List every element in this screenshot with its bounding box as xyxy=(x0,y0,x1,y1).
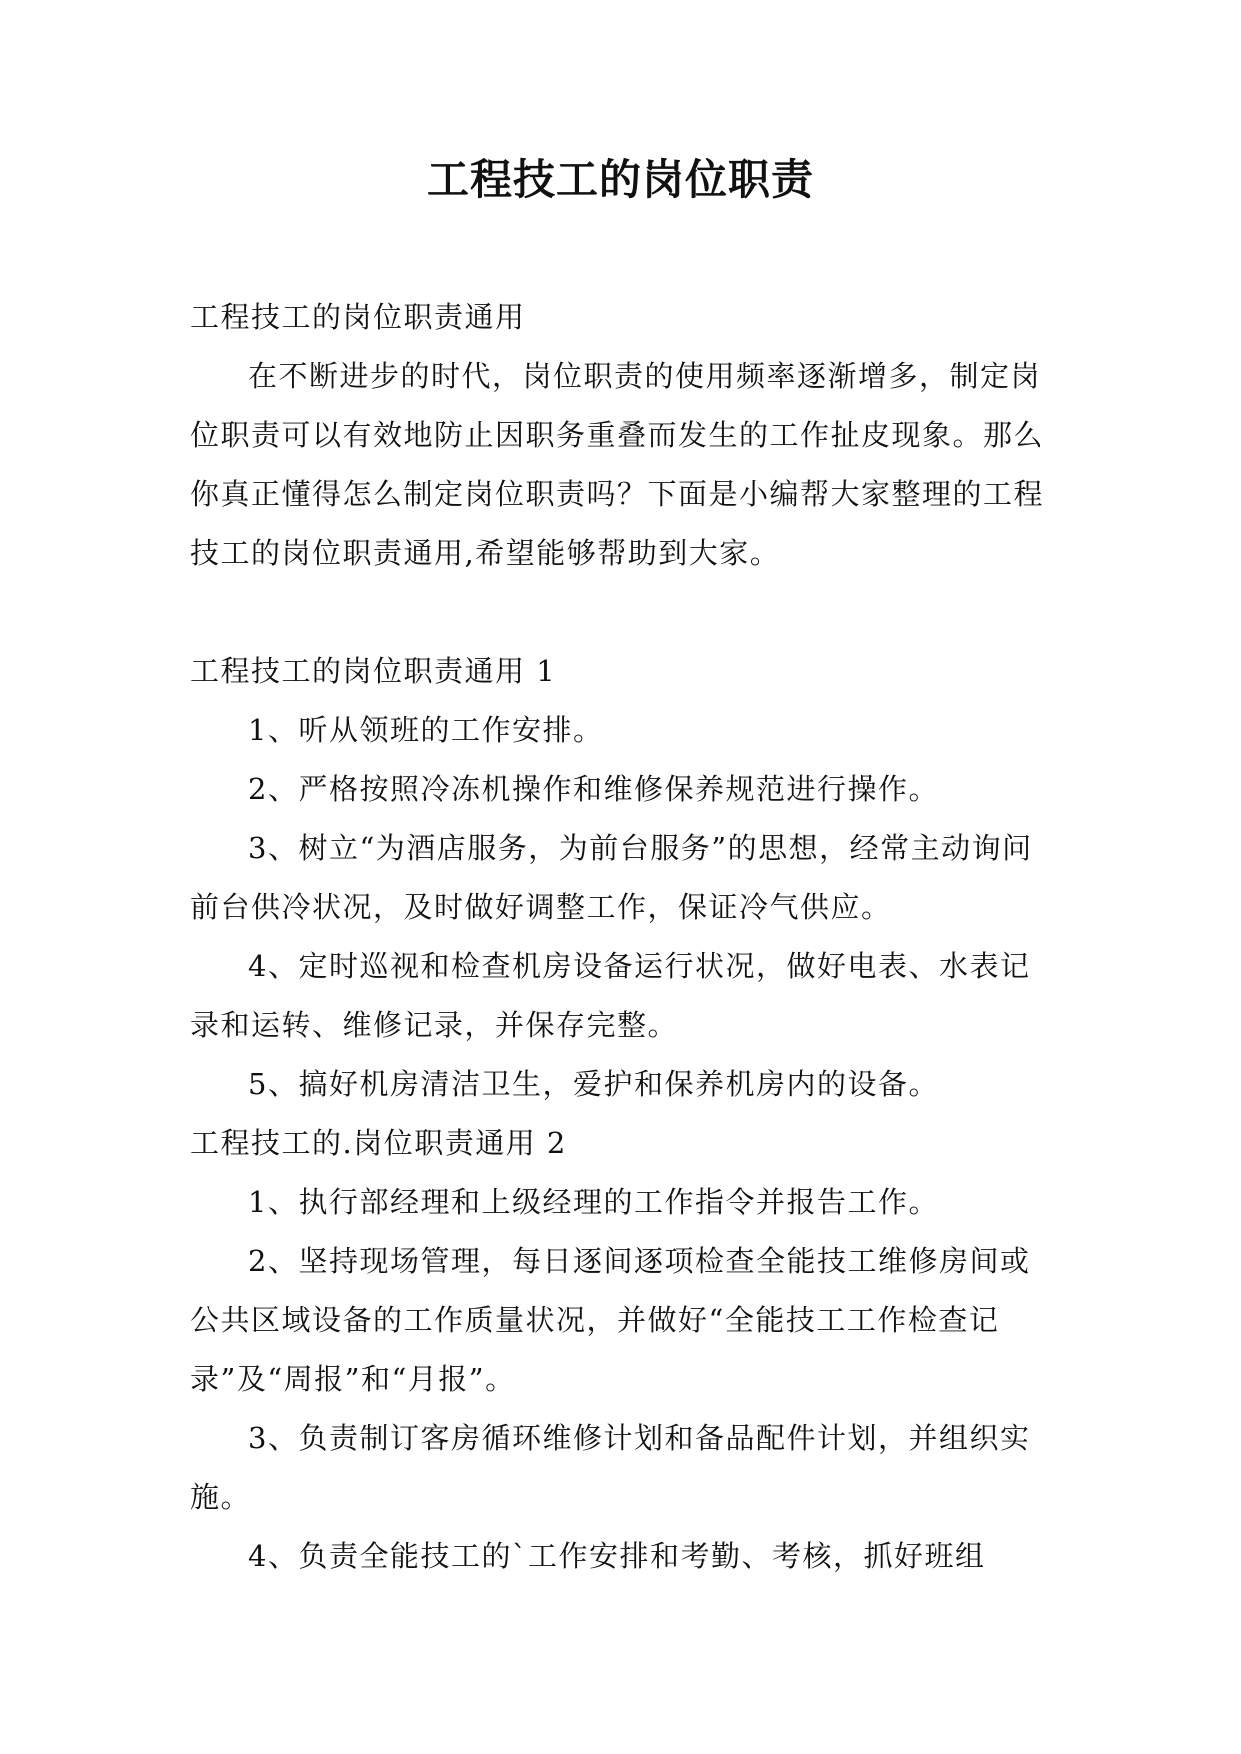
section-1-item: 3、树立“为酒店服务，为前台服务”的思想，经常主动询问前台供冷状况，及时做好调整工作，保证冷气供应。 xyxy=(190,831,1033,924)
intro-paragraph: 在不断进步的时代，岗位职责的使用频率逐渐增多，制定岗位职责可以有效地防止因职务重叠而发生的工作扯皮现象。那么你真正懂得怎么制定岗位职责吗？下面是小编帮大家整理的工程技工的岗位职责通用,希望能够帮助到大家。 xyxy=(190,359,1045,570)
section-1-item: 5、搞好机房清洁卫生，爱护和保养机房内的设备。 xyxy=(248,1067,939,1101)
section-1-heading: 工程技工的岗位职责通用 1 xyxy=(190,654,557,688)
section-1-item: 4、定时巡视和检查机房设备运行状况，做好电表、水表记录和运转、维修记录，并保存完整。 xyxy=(190,949,1031,1042)
section-2-item: 2、坚持现场管理，每日逐间逐项检查全能技工维修房间或公共区域设备的工作质量状况，并做好“全能技工工作检查记录”及“周报”和“月报”。 xyxy=(190,1244,1031,1396)
section-2-heading: 工程技工的.岗位职责通用 2 xyxy=(190,1126,567,1160)
section-2-item: 4、负责全能技工的`工作安排和考勤、考核，抓好班组 xyxy=(248,1539,986,1573)
section-1-item: 1、听从领班的工作安排。 xyxy=(248,713,604,747)
main-heading: 工程技工的岗位职责通用 xyxy=(190,300,526,334)
document-title: 工程技工的岗位职责 xyxy=(426,155,814,204)
section-1-item: 2、严格按照冷冻机操作和维修保养规范进行操作。 xyxy=(248,772,939,806)
document-body xyxy=(190,288,1052,1586)
section-2-item: 3、负责制订客房循环维修计划和备品配件计划，并组织实施。 xyxy=(190,1421,1031,1514)
section-2-item: 1、执行部经理和上级经理的工作指令并报告工作。 xyxy=(248,1185,939,1219)
